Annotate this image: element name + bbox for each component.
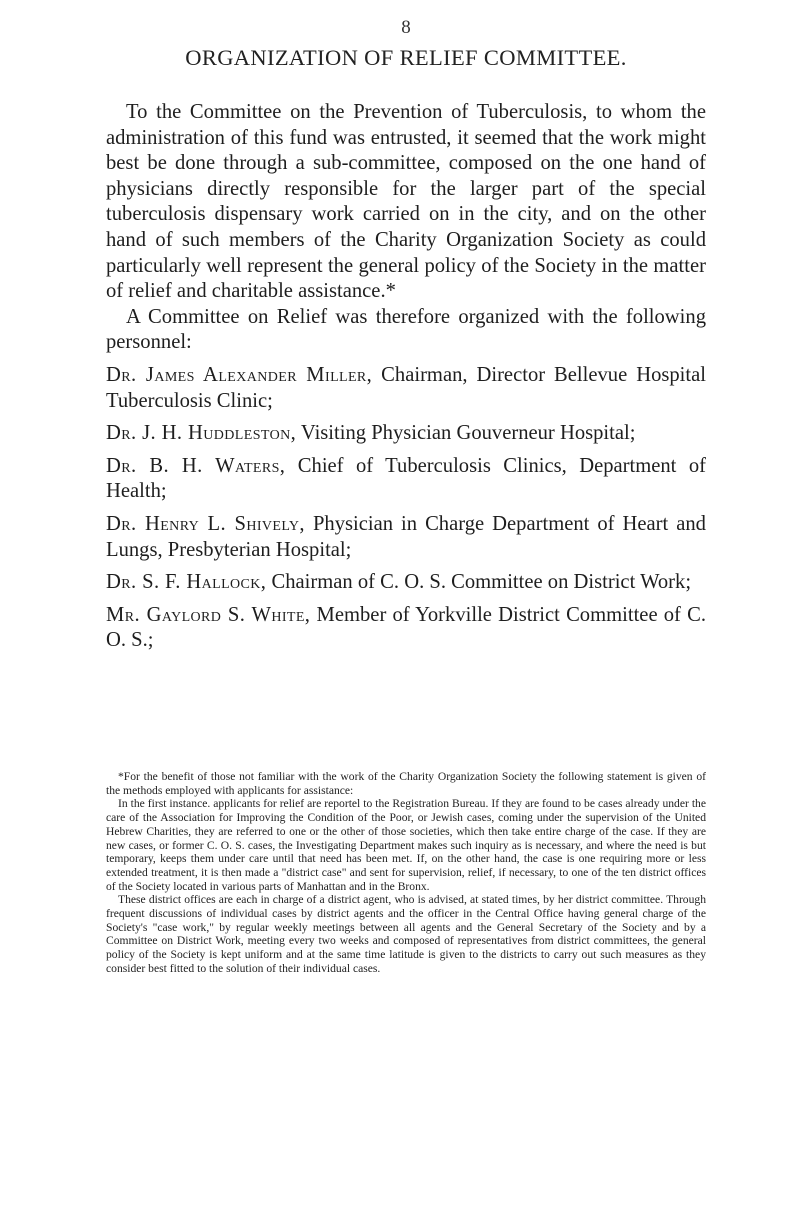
page-number: 8 [401, 17, 411, 38]
footnote [106, 770, 706, 976]
footnote-marker: * [118, 770, 124, 783]
member-entry-miller [106, 363, 706, 414]
footnote-paragraph: These district offices are each in charge of a district agent, who is advised, at stated times, by her district committee. Through frequent discussions of individual cases by district agents and the officer in the Central Office having general charge of the Society's "case work," by regular weekly meetings between all agents and the General Secretary of the Society and by a Committee on District Work, meeting every two weeks and composed of representatives from district committees, the general policy of the Society is kept uniform and at the same time latitude is given to the districts to carry out such measures as they consider best fitted to the solution of their individual cases. [106, 893, 706, 975]
body-paragraph: To the Committee on the Prevention of Tuberculosis, to whom the administration of this fund was entrusted, it seemed that the work might best be done through a sub-committee, composed on the one hand of physicians directly responsible for the larger part of the special tuberculosis dispensary work carried on in the city, and on the other hand of such members of the Charity Organization Society as could particularly well represent the general policy of the Society in the matter of relief and charitable assistance.* [106, 101, 706, 303]
member-entry-huddleston [106, 421, 706, 447]
member-name: Dr. J. H. Huddleston, [106, 422, 297, 445]
page-title: ORGANIZATION OF RELIEF COMMITTEE. [185, 45, 627, 70]
member-entry-white [106, 603, 706, 654]
member-entry-waters [106, 454, 706, 505]
member-role: Chairman, Director Bellevue Hospital Tuberculosis Clinic; [106, 363, 706, 412]
member-entry-shively [106, 512, 706, 563]
member-role: Visiting Physician Gouverneur Hospital; [296, 422, 636, 445]
body-paragraph: A Committee on Relief was therefore organized with the following personnel: [106, 305, 706, 354]
member-role: Chairman of C. O. S. Committee on District Work; [266, 571, 692, 594]
footnote-intro [106, 770, 706, 797]
member-name: Dr. James Alexander Miller, [106, 363, 373, 386]
member-name: Mr. Gaylord S. White, [106, 603, 311, 626]
member-name: Dr. B. H. Waters, [106, 454, 286, 477]
footnote-paragraph: In the first instance. applicants for relief are reportel to the Registration Bureau. If they are found to be cases already under the care of the Association for Improving the Condition of the Poor, or Jewish cases, coming under the supervision of the United Hebrew Charities, they are referred to one or the other of those societies, which then take entire charge of the case. If they are new cases, or former C. O. S. cases, the Investigating Department makes such inquiry as is necessary, and where the need is but temporary, keeps them under care until that need has been met. If, on the other hand, the case is one requiring more or less extended treatment, it is then made a "district case" and sent for supervision, relief, if necessary, to one of the ten district offices of the Society located in various parts of Manhattan and in the Bronx. [106, 797, 706, 893]
member-name: Dr. Henry L. Shively, [106, 512, 305, 535]
member-role: Member of Yorkville District Committee of C. O. S.; [106, 603, 706, 652]
member-name: Dr. S. F. Hallock, [106, 571, 267, 594]
member-role: Chief of Tuberculosis Clinics, Department of Health; [106, 454, 706, 503]
main-text [106, 100, 706, 654]
footnote-intro-text: For the benefit of those not familiar with the work of the Charity Organization Society the following statement is given of the methods employed with applicants for assistance: [106, 770, 706, 797]
member-role: Physician in Charge Department of Heart and Lungs, Presbyterian Hospital; [106, 512, 706, 561]
member-entry-hallock [106, 570, 706, 596]
